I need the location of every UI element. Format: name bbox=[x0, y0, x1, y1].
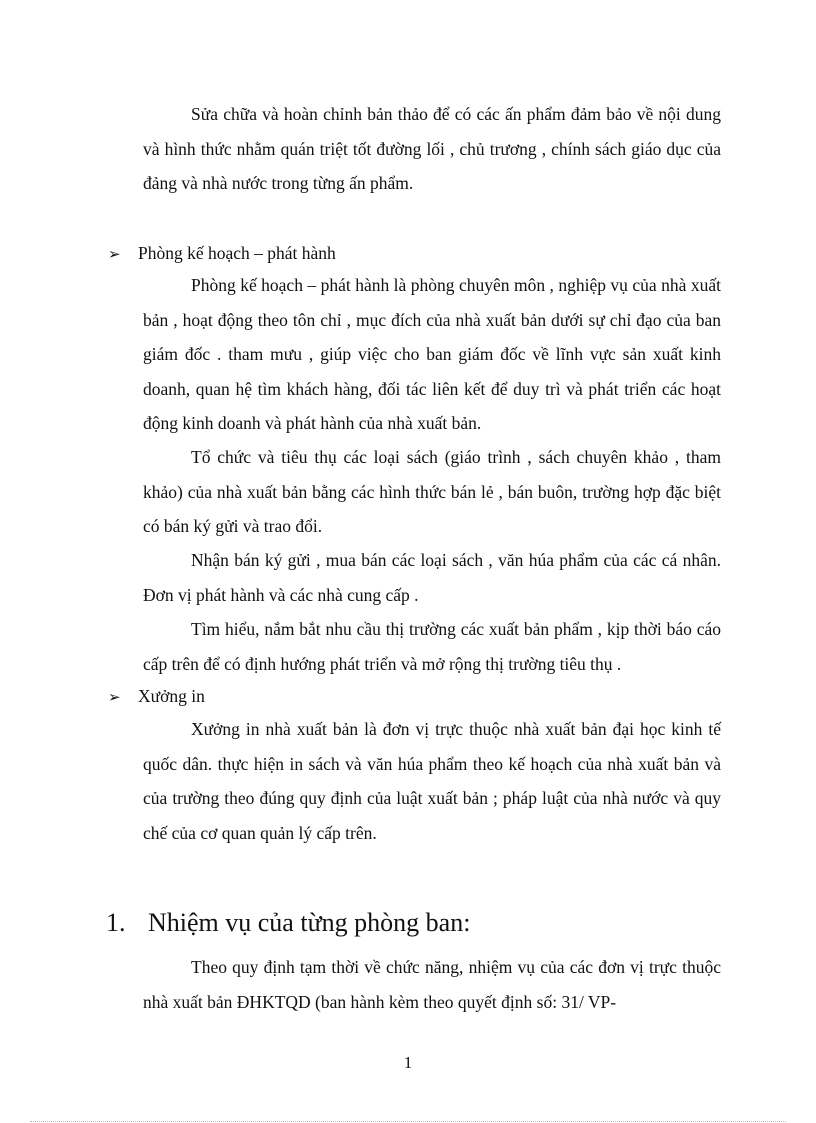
section-heading-printing bbox=[108, 684, 205, 709]
paragraph-printing-role: Xưởng in nhà xuất bản là đơn vị trực thuộc nhà xuất bản đại học kinh tế quốc dân. thực hiện in sách và văn húa phẩm theo kế hoạch của nhà xuất bản và của trường theo đúng quy định của luật xuất bản ; pháp luật của nhà nước và quy chế của cơ quan quản lý cấp trên. bbox=[143, 719, 721, 843]
section-heading-planning bbox=[108, 241, 336, 266]
arrow-bullet-icon: ➢ bbox=[108, 688, 121, 706]
paragraph-planning-sales: Tổ chức và tiêu thụ các loại sách (giáo trình , sách chuyên khảo , tham khảo) của nhà xuất bản bằng các hình thức bán lẻ , bán buôn, trường hợp đặc biệt có bán ký gửi và trao đổi. bbox=[143, 447, 721, 536]
section-heading-duties bbox=[106, 906, 470, 940]
arrow-bullet-icon: ➢ bbox=[108, 245, 121, 263]
paragraph-planning-consignment: Nhận bán ký gửi , mua bán các loại sách , văn húa phẩm của các cá nhân. Đơn vị phát hành và các nhà cung cấp . bbox=[143, 550, 721, 605]
page-number: 1 bbox=[403, 1053, 413, 1072]
heading-title: Nhiệm vụ của từng phòng ban: bbox=[148, 908, 471, 937]
paragraph-planning-market: Tìm hiểu, nắm bắt nhu cầu thị trường các xuất bản phẩm , kịp thời báo cáo cấp trên để có định hướng phát triển và mở rộng thị trường tiêu thụ . bbox=[143, 619, 721, 674]
section-title-planning: Phòng kế hoạch – phát hành bbox=[138, 243, 336, 263]
paragraph-regulation: Theo quy định tạm thời về chức năng, nhiệm vụ của các đơn vị trực thuộc nhà xuất bản ĐHKTQD (ban hành kèm theo quyết định số: 31/ VP- bbox=[143, 957, 721, 1012]
paragraph-editing: Sửa chữa và hoàn chỉnh bản thảo để có các ấn phẩm đảm bảo về nội dung và hình thức nhằm quán triệt tốt đường lối , chủ trương , chính sách giáo dục của đảng và nhà nước trong từng ấn phẩm. bbox=[143, 104, 721, 193]
heading-number: 1. bbox=[106, 908, 126, 937]
paragraph-planning-role: Phòng kế hoạch – phát hành là phòng chuyên môn , nghiệp vụ của nhà xuất bản , hoạt động theo tôn chỉ , mục đích của nhà xuất bản dưới sự chỉ đạo của ban giám đốc . tham mưu , giúp việc cho ban giám đốc về lĩnh vực sản xuất kinh doanh, quan hệ tìm khách hàng, đối tác liên kết để duy trì và phát triển các hoạt động kinh doanh và phát hành của nhà xuất bản. bbox=[143, 275, 721, 433]
page-bottom-rule bbox=[30, 1121, 786, 1122]
section-title-printing: Xưởng in bbox=[138, 686, 205, 706]
